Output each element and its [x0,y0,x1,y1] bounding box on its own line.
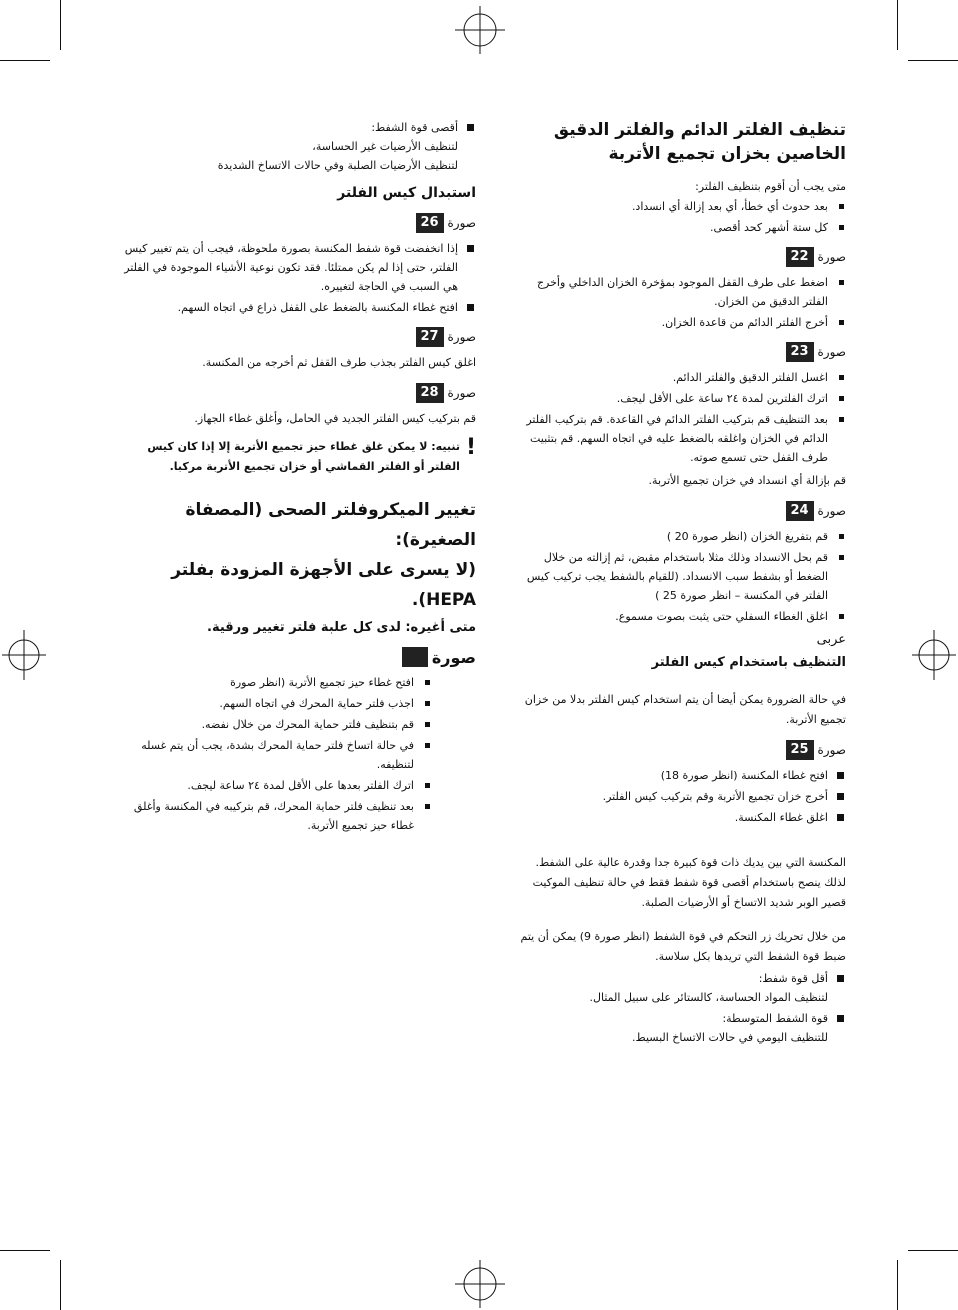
registration-mark-icon [455,1260,505,1308]
list-item: اجذب فلتر حماية المحرك في اتجاه السهم. [120,694,432,713]
crop-mark [897,0,898,50]
section-title: استبدال كيس الفلتر [337,185,476,201]
section-title: (لا يسرى على الأجهزة المزودة بفلتر HEPA). [171,560,476,610]
figure-label: صورة [817,743,846,757]
section-title: تغيير الميكروفلتر الصحى (المصفاة الصغيرة): [185,500,476,550]
change-list [120,673,432,835]
crop-mark [908,60,958,61]
figure-label: صورة [817,345,846,359]
right-column [520,118,846,1049]
figure-label: صورة [431,647,476,667]
fig26-list [120,239,476,317]
list-item: افتح غطاء المكنسة بالضغط على القفل ذراع في اتجاه السهم. [120,298,476,317]
subheading: متى أغيره: لدى كل علبة فلتر تغيير ورقية. [207,620,476,635]
list-item: قم بتفريغ الخزان (انظر صورة 20 ) [520,527,846,546]
power-desc: لتنظيف المواد الحساسة، كالستائر على سبيل المثال. [589,991,828,1004]
when-label: متى يجب أن أقوم بتنظيف الفلتر: [695,180,846,193]
list-item: اضغط على طرف القفل الموجود بمؤخرة الخزان الداخلي وأخرج الفلتر الدقيق من الخزان. [520,273,846,311]
list-item: كل ستة أشهر كحد أقصى. [520,218,846,237]
figure-ref-28 [120,383,476,403]
section-title: الخاصين بخزان تجميع الأتربة [608,144,846,164]
figure-label: صورة [817,250,846,264]
list-item: أخرج الفلتر الدائم من قاعدة الخزان. [520,313,846,332]
crop-mark [897,1260,898,1310]
list-item: بعد حدوث أي خطأ، أي بعد إزالة أي انسداد. [520,197,846,216]
figure-label: صورة [447,216,476,230]
paragraph: من خلال تحريك زر التحكم في قوة الشفط (انظر صورة 9) يمكن أن يتم ضبط قوة الشفط التي تريدها بكل سلاسة. [520,930,846,963]
list-item: بعد التنظيف قم بتركيب الفلتر الدائم في القاعدة. قم بتركيب الفلتر الدائم في الخزان واغلقه بالضغط عليه في اتجاه السهم. قم بتثبيت طرف القفل حتى تسمع صوته. [520,410,846,467]
figure-number: 25 [786,740,814,760]
figure-label: صورة [447,386,476,400]
figure-number: 26 [416,213,444,233]
power-list [520,969,846,1047]
list-item: اغلق الغطاء السفلي حتى يثبت بصوت مسموع. [520,607,846,626]
list-item: اغسل الفلتر الدقيق والفلتر الدائم. [520,368,846,387]
list-item [120,118,476,175]
section-title: تنظيف الفلتر الدائم والفلتر الدقيق [553,120,846,140]
power-label: قوة الشفط المتوسطة: [722,1012,828,1025]
list-item [520,969,846,1007]
power-desc: للتنظيف اليومي في حالات الاتساخ البسيط. [632,1031,828,1044]
paragraph: المكنسة التي بين يديك ذات قوة كبيرة جدا وقدرة عالية على الشفط. لذلك ينصح باستخدام أقصى قوة شفط فقط في حالة تنظيف الموكيت قصير الوبر شديد الاتساخ أو الأرضيات الصلبة. [532,856,846,909]
list-item: اترك الفلتر بعدها على الأقل لمدة ٢٤ ساعة ليجف. [120,776,432,795]
list-item: أخرج خزان تجميع الأتربة وقم بتركيب كيس الفلتر. [520,787,846,806]
paragraph: قم بتركيب كيس الفلتر الجديد في الحامل، وأغلق غطاء الجهاز. [194,412,476,425]
paragraph: اغلق كيس الفلتر بجذب طرف القفل ثم أخرجه من المكنسة. [202,356,476,369]
language-label: عربى [816,632,846,647]
figure-ref-24 [520,501,846,521]
figure-number: 28 [416,383,444,403]
notice [120,437,476,477]
figure-number: 24 [786,501,814,521]
list-item: بعد تنظيف فلتر حماية المحرك، قم بتركيبه في المكنسة وأغلق غطاء حيز تجميع الأتربة. [120,797,432,835]
figure-ref-27 [120,327,476,347]
crop-mark [0,60,50,61]
subheading: التنظيف باستخدام كيس الفلتر [651,655,846,670]
list-item: افتح غطاء المكنسة (انظر صورة 18) [520,766,846,785]
registration-mark-icon [912,630,956,680]
list-item: افتح غطاء حيز تجميع الأتربة (انظر صورة [120,673,432,692]
figure-label: صورة [817,504,846,518]
list-item: قم بحل الانسداد وذلك مثلا باستخدام مقبض، ثم إزالته من خلال الضغط أو بشفط سبب الانسداد. (للقيام بالشفط يجب تركيب كيس الفلتر في المكنسة – انظر صورة 25 ) [520,548,846,605]
fig23-list [520,368,846,467]
left-column [120,118,476,837]
crop-mark [60,1260,61,1310]
figure-number: 27 [416,327,444,347]
fig24-list [520,527,846,626]
list-item [520,1009,846,1047]
list-item: قم بتنظيف فلتر حماية المحرك من خلال نفضه. [120,715,432,734]
list-item: اغلق غطاء المكنسة. [520,808,846,827]
list-item: إذا انخفضت قوة شفط المكنسة بصورة ملحوظة، فيجب أن يتم تغيير كيس الفلتر، حتى إذا لم يكن ممتلئا. فقد تكون نوعية الأشياء الموجودة في الفلتر هي السبب في الحاجة لتغييره. [120,239,476,296]
figure-number: 23 [786,342,814,362]
figure-ref-23 [520,342,846,362]
power-desc: لتنظيف الأرضيات غير الحساسة، [312,140,458,153]
power-label: أقل قوة شفط: [758,972,828,985]
figure-number [402,647,428,667]
power-label: أقصى قوة الشفط: [371,121,458,134]
figure-ref-26 [120,213,476,233]
registration-mark-icon [2,630,46,680]
crop-mark [908,1250,958,1251]
fig22-list [520,273,846,332]
power-max-list [120,118,476,175]
figure-ref-22 [520,247,846,267]
figure-ref-25 [520,740,846,760]
notice-text: تنبيه: لا يمكن غلق غطاء حيز تجميع الأتربة إلا إذا كان كيس الفلتر أو الفلتر القماشي أو خزان تجميع الأتربة مركبا. [147,440,460,473]
list-item: اترك الفلترين لمدة ٢٤ ساعة على الأقل ليجف. [520,389,846,408]
power-desc: لتنظيف الأرضيات الصلبة وفي حالات الاتساخ الشديدة [217,159,458,172]
figure-label: صورة [447,330,476,344]
figure-ref-blank [120,647,476,667]
crop-mark [60,0,61,50]
registration-mark-icon [455,6,505,54]
paragraph: قم بإزالة أي انسداد في خزان تجميع الأتربة. [648,474,846,487]
exclamation-icon: ! [465,435,476,460]
crop-mark [0,1250,50,1251]
figure-number: 22 [786,247,814,267]
list-item: في حالة اتساخ فلتر حماية المحرك بشدة، يجب أن يتم غسله لتنظيفه. [120,736,432,774]
when-list [520,197,846,237]
paragraph: في حالة الضرورة يمكن أيضا أن يتم استخدام كيس الفلتر بدلا من خزان تجميع الأتربة. [524,693,846,726]
fig25-list [520,766,846,827]
